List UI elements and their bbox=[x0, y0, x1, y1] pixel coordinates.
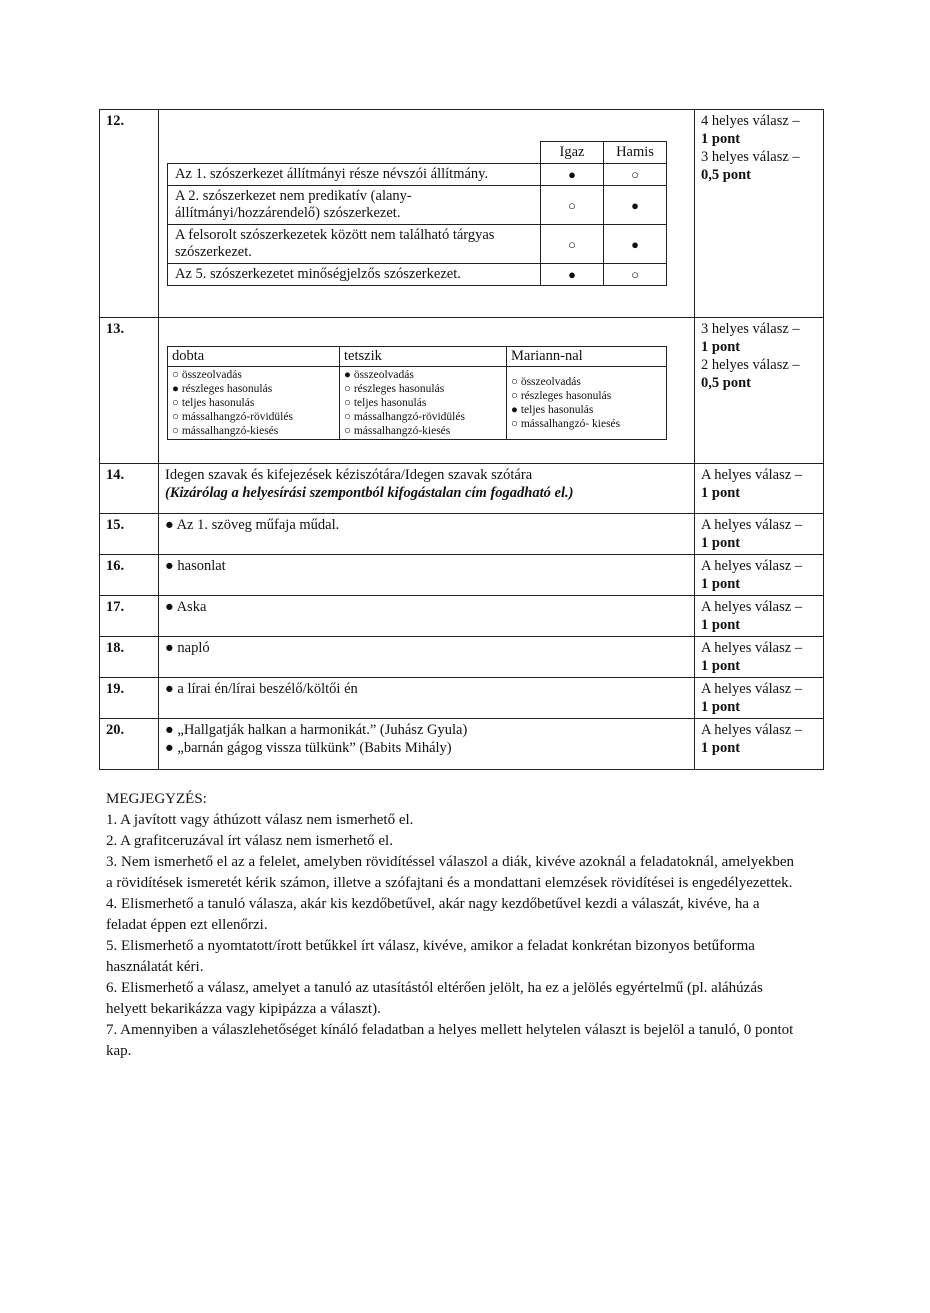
score-cell: 3 helyes válasz – 1 pont 2 helyes válasz – 0,5 pont bbox=[695, 318, 824, 464]
options-list: ○ összeolvadás ● részleges hasonulás ○ teljes hasonulás ○ mássalhangzó-rövidülés ○ mássalhangzó-kiesés bbox=[168, 367, 340, 440]
table-row bbox=[168, 225, 667, 264]
task-number: 14. bbox=[100, 464, 159, 514]
task-number: 19. bbox=[100, 678, 159, 719]
task-answer: ● hasonlat bbox=[159, 555, 695, 596]
table-row bbox=[168, 264, 667, 286]
statement-text: A 2. szószerkezet nem predikatív (alany-állítmányi/hozzárendelő) szószerkezet. bbox=[168, 186, 541, 225]
true-mark: ○ bbox=[541, 225, 604, 264]
table-row bbox=[168, 186, 667, 225]
task-number: 12. bbox=[100, 110, 159, 318]
answer-key-table bbox=[99, 109, 824, 770]
task-answer bbox=[159, 318, 695, 464]
note-item: 5. Elismerhető a nyomtatott/írott betűkkel írt válasz, kivéve, amikor a feladat konkrétan bizonyos betűforma használatát kéri. bbox=[106, 938, 755, 975]
false-mark: ○ bbox=[604, 264, 667, 286]
score-cell: A helyes válasz – 1 pont bbox=[695, 464, 824, 514]
column-header-true: Igaz bbox=[541, 142, 604, 164]
column-header-false: Hamis bbox=[604, 142, 667, 164]
false-mark: ● bbox=[604, 225, 667, 264]
task-answer: Idegen szavak és kifejezések kéziszótára/Idegen szavak szótára (Kizárólag a helyesírási szempontból kifogástalan cím fogadható el.) bbox=[159, 464, 695, 514]
answer-note: (Kizárólag a helyesírási szempontból kifogástalan cím fogadható el.) bbox=[165, 485, 574, 501]
score-cell: A helyes válasz – 1 pont bbox=[695, 678, 824, 719]
score-cell: 4 helyes válasz – 1 pont 3 helyes válasz – 0,5 pont bbox=[695, 110, 824, 318]
table-row bbox=[100, 514, 824, 555]
task-number: 16. bbox=[100, 555, 159, 596]
score-cell: A helyes válasz – 1 pont bbox=[695, 596, 824, 637]
task-answer: ● napló bbox=[159, 637, 695, 678]
task-answer: ● Aska bbox=[159, 596, 695, 637]
statement-text: Az 5. szószerkezetet minőségjelzős szószerkezet. bbox=[168, 264, 541, 286]
task-answer: ● Az 1. szöveg műfaja műdal. bbox=[159, 514, 695, 555]
table-row bbox=[100, 110, 824, 318]
note-item: 1. A javított vagy áthúzott válasz nem ismerhető el. bbox=[106, 812, 414, 828]
table-row bbox=[100, 555, 824, 596]
task-number: 17. bbox=[100, 596, 159, 637]
table-row bbox=[100, 464, 824, 514]
task-number: 20. bbox=[100, 719, 159, 770]
statement-text: A felsorolt szószerkezetek között nem található tárgyas szószerkezet. bbox=[168, 225, 541, 264]
column-header: dobta bbox=[168, 347, 340, 367]
note-item: 6. Elismerhető a válasz, amelyet a tanuló az utasítástól eltérően jelölt, ha ez a jelölés egyértelmű (pl. aláhúzás helyett bekarikázza vagy kipipázza a választ). bbox=[106, 980, 763, 1017]
false-mark: ○ bbox=[604, 164, 667, 186]
phonetics-table bbox=[167, 346, 667, 440]
table-row bbox=[100, 719, 824, 770]
table-row bbox=[100, 318, 824, 464]
table-row bbox=[100, 637, 824, 678]
task-number: 15. bbox=[100, 514, 159, 555]
table-row bbox=[100, 678, 824, 719]
note-item: 7. Amennyiben a válaszlehetőséget kínáló feladatban a helyes mellett helytelen választ is bejelöl a tanuló, 0 pontot kap. bbox=[106, 1022, 794, 1059]
options-list: ○ összeolvadás ○ részleges hasonulás ● teljes hasonulás ○ mássalhangzó- kiesés bbox=[507, 367, 667, 440]
task-answer: ● „Hallgatják halkan a harmonikát.” (Juhász Gyula) ● „barnán gágog vissza tülkünk” (Babits Mihály) bbox=[159, 719, 695, 770]
true-mark: ● bbox=[541, 264, 604, 286]
note-item: 4. Elismerhető a tanuló válasza, akár kis kezdőbetűvel, akár nagy kezdőbetűvel kezdi a válaszát, kivéve, ha a feladat éppen ezt ellenőrzi. bbox=[106, 896, 760, 933]
false-mark: ● bbox=[604, 186, 667, 225]
table-row bbox=[168, 164, 667, 186]
true-false-table bbox=[167, 141, 667, 286]
score-cell: A helyes válasz – 1 pont bbox=[695, 514, 824, 555]
notes-section bbox=[106, 789, 796, 1062]
task-answer: ● a lírai én/lírai beszélő/költői én bbox=[159, 678, 695, 719]
column-header: Mariann-nal bbox=[507, 347, 667, 367]
notes-heading: MEGJEGYZÉS: bbox=[106, 791, 207, 807]
score-cell: A helyes válasz – 1 pont bbox=[695, 719, 824, 770]
statement-text: Az 1. szószerkezet állítmányi része névszói állítmány. bbox=[168, 164, 541, 186]
options-list: ● összeolvadás ○ részleges hasonulás ○ teljes hasonulás ○ mássalhangzó-rövidülés ○ mássalhangzó-kiesés bbox=[340, 367, 507, 440]
score-cell: A helyes válasz – 1 pont bbox=[695, 637, 824, 678]
note-item: 3. Nem ismerhető el az a felelet, amelyben rövidítéssel válaszol a diák, kivéve azoknál a feladatoknál, amelyekben a rövidítések ismeretét kérik számon, illetve a szófajtani és a mondattani elemzések rövidítései is engedélyezettek. bbox=[106, 854, 795, 891]
task-number: 18. bbox=[100, 637, 159, 678]
note-item: 2. A grafitceruzával írt válasz nem ismerhető el. bbox=[106, 833, 393, 849]
table-row bbox=[100, 596, 824, 637]
task-number: 13. bbox=[100, 318, 159, 464]
true-mark: ● bbox=[541, 164, 604, 186]
true-mark: ○ bbox=[541, 186, 604, 225]
score-cell: A helyes válasz – 1 pont bbox=[695, 555, 824, 596]
column-header: tetszik bbox=[340, 347, 507, 367]
task-answer bbox=[159, 110, 695, 318]
